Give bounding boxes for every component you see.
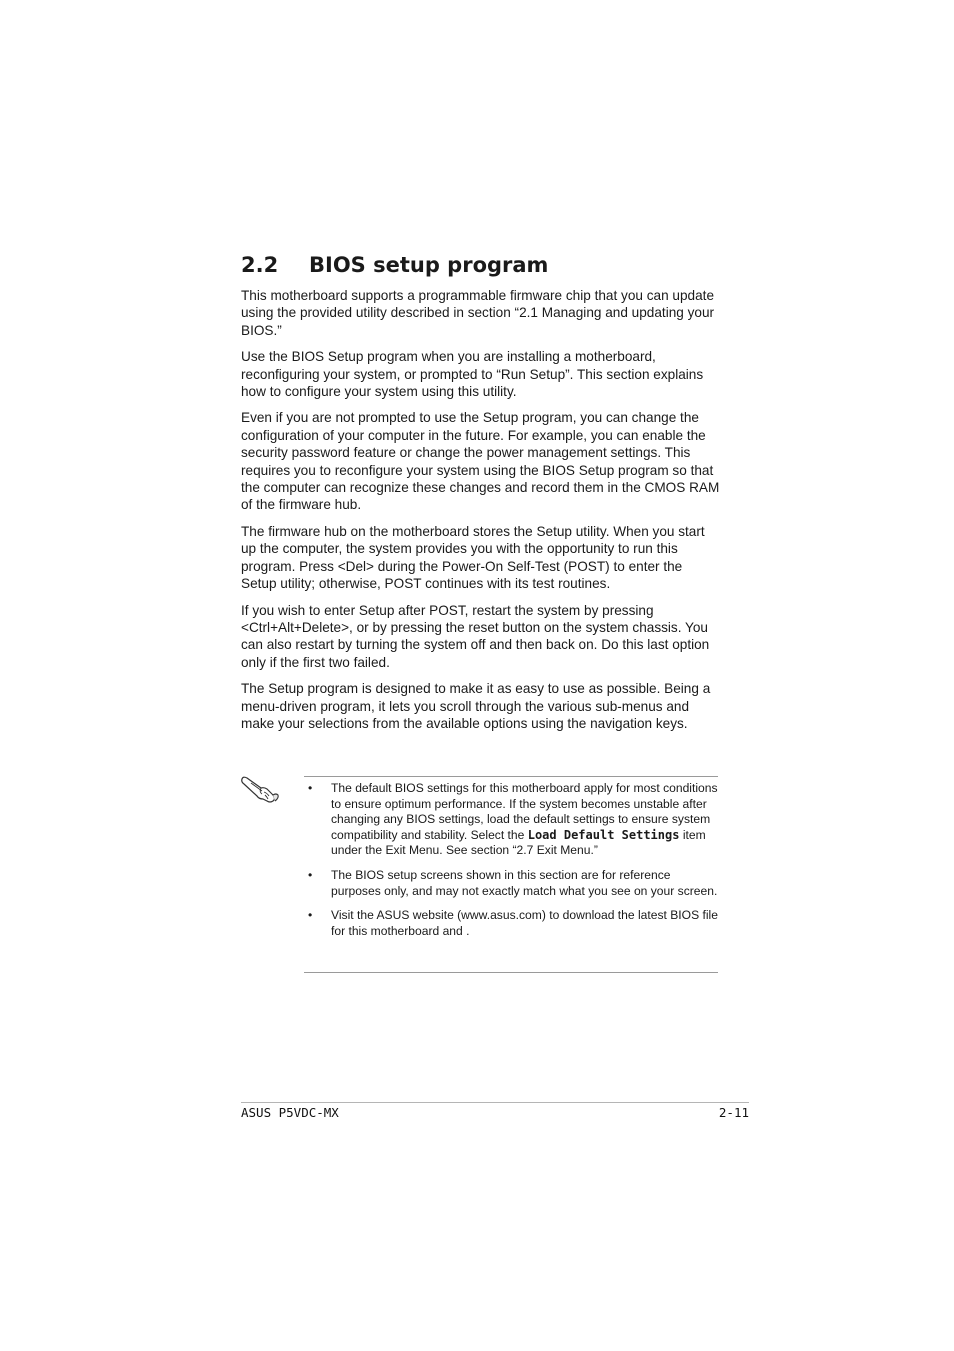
footer-divider [241,1102,749,1103]
pointing-hand-icon [240,774,280,804]
section-title: BIOS setup program [309,253,549,277]
note-item-reference-screens [304,868,718,899]
note-item-text: The BIOS setup screens shown in this section are for reference purposes only, and may not exactly match what you see on your screen. [331,867,718,898]
paragraph-configuration: Even if you are not prompted to use the Setup program, you can change the configuration of your computer in the future. For example, you can enable the security password feature or change the power management settings. This requires you to reconfigure your system using the BIOS Setup program so that the computer can recognize these changes and record them in the CMOS RAM of the firmware hub. [241,410,720,513]
note-item-text: Visit the ASUS website (www.asus.com) to download the latest BIOS file for this motherboard and . [331,908,718,938]
note-box [304,776,718,973]
footer-page-number: 2-11 [718,1105,749,1120]
note-item-text: item under the Exit Menu. See section “2.7 Exit Menu.” [331,827,706,858]
bullet: • [308,867,313,882]
paragraph-navigation: The Setup program is designed to make it as easy to use as possible. Being a menu-driven program, it lets you scroll through the various sub-menus and make your selections from the available options using the navigation keys. [241,681,711,731]
paragraph-intro: This motherboard supports a programmable firmware chip that you can update using the provided utility described in section “2.1 Managing and updating your BIOS.” [241,288,715,338]
note-item-default-settings [304,781,718,859]
paragraph-usage: Use the BIOS Setup program when you are installing a motherboard, reconfiguring your system, or prompted to “Run Setup”. This section explains how to configure your system using this utility. [241,349,704,400]
note-list [304,777,718,939]
load-default-settings-label: Load Default Settings [527,827,680,842]
section-heading [241,250,721,280]
paragraph-restart: If you wish to enter Setup after POST, restart the system by pressing <Ctrl+Alt+Delete>, or by pressing the reset button on the system chassis. You can also restart by turning the system off and then back on. Do this last option only if the first two failed. [241,602,710,670]
paragraph-firmware-hub: The firmware hub on the motherboard stores the Setup utility. When you start up the computer, the system provides you with the opportunity to run this program. Press <Del> during the Power-On Self-Test (POST) to enter the Setup utility; otherwise, POST continues with its test routines. [241,523,705,592]
section-number: 2.2 [241,253,279,277]
bullet: • [308,781,313,795]
footer-product-name: ASUS P5VDC-MX [241,1105,339,1120]
body-text [241,287,721,741]
bullet: • [308,908,313,923]
note-item-text: The default BIOS settings for this motherboard apply for most conditions to ensure optimum performance. If the system becomes unstable after changing any BIOS settings, load the default settings to ensure system compatibility and stability. Select the [331,781,718,842]
note-item-asus-website [304,908,718,939]
